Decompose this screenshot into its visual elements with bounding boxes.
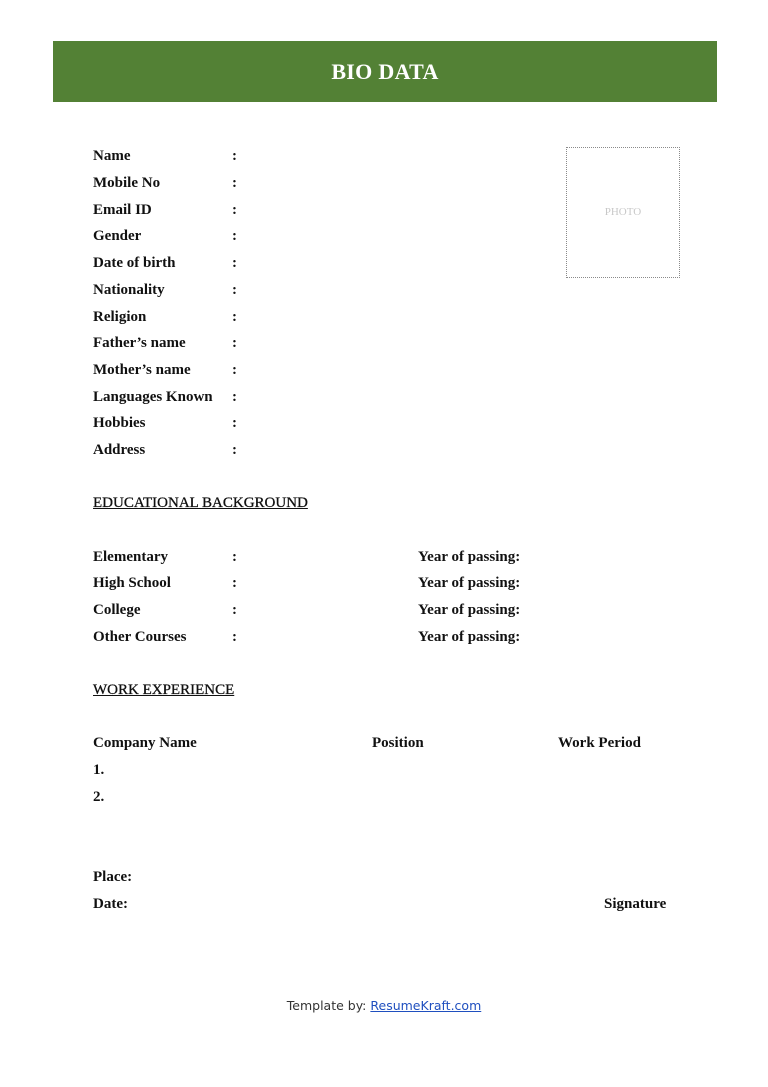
- field-label-nationality: Nationality: [93, 282, 165, 298]
- work-experience-heading: WORK EXPERIENCE: [93, 682, 235, 698]
- field-colon: :: [232, 629, 237, 645]
- date-label: Date:: [93, 896, 128, 912]
- column-header-position: Position: [372, 735, 424, 751]
- education-label-high-school: High School: [93, 575, 171, 591]
- education-label-college: College: [93, 602, 141, 618]
- field-colon: :: [232, 362, 237, 378]
- footer: [0, 998, 768, 1013]
- column-header-work-period: Work Period: [558, 735, 641, 751]
- page-title: BIO DATA: [331, 58, 439, 84]
- field-colon: :: [232, 228, 237, 244]
- field-colon: :: [232, 335, 237, 351]
- field-label-hobbies: Hobbies: [93, 415, 146, 431]
- field-label-email: Email ID: [93, 202, 152, 218]
- field-label-religion: Religion: [93, 309, 147, 325]
- footer-prefix: Template by:: [286, 998, 371, 1013]
- year-of-passing-label: Year of passing:: [418, 575, 521, 591]
- photo-placeholder[interactable]: [566, 147, 680, 278]
- field-colon: :: [232, 575, 237, 591]
- field-colon: :: [232, 309, 237, 325]
- field-colon: :: [232, 549, 237, 565]
- education-label-elementary: Elementary: [93, 549, 168, 565]
- field-colon: :: [232, 148, 237, 164]
- photo-label: PHOTO: [604, 205, 642, 218]
- field-label-languages: Languages Known: [93, 389, 213, 405]
- year-of-passing-label: Year of passing:: [418, 549, 521, 565]
- field-colon: :: [232, 415, 237, 431]
- work-row-number: 2.: [93, 789, 105, 805]
- field-colon: :: [232, 442, 237, 458]
- education-heading: EDUCATIONAL BACKGROUND: [93, 495, 308, 511]
- field-colon: :: [232, 282, 237, 298]
- field-label-mobile: Mobile No: [93, 175, 161, 191]
- header-banner: [53, 41, 717, 102]
- signature-label: Signature: [604, 896, 667, 912]
- field-label-name: Name: [93, 148, 131, 164]
- field-label-gender: Gender: [93, 228, 142, 244]
- field-colon: :: [232, 602, 237, 618]
- column-header-company-name: Company Name: [93, 735, 197, 751]
- field-colon: :: [232, 389, 237, 405]
- resumekraft-link[interactable]: ResumeKraft.com: [370, 998, 482, 1013]
- year-of-passing-label: Year of passing:: [418, 602, 521, 618]
- field-colon: :: [232, 175, 237, 191]
- year-of-passing-label: Year of passing:: [418, 629, 521, 645]
- work-row-number: 1.: [93, 762, 105, 778]
- field-colon: :: [232, 255, 237, 271]
- education-label-other-courses: Other Courses: [93, 629, 187, 645]
- field-colon: :: [232, 202, 237, 218]
- field-label-address: Address: [93, 442, 146, 458]
- field-label-mothers-name: Mother’s name: [93, 362, 191, 378]
- field-label-dob: Date of birth: [93, 255, 176, 271]
- place-label: Place:: [93, 869, 133, 885]
- field-label-fathers-name: Father’s name: [93, 335, 186, 351]
